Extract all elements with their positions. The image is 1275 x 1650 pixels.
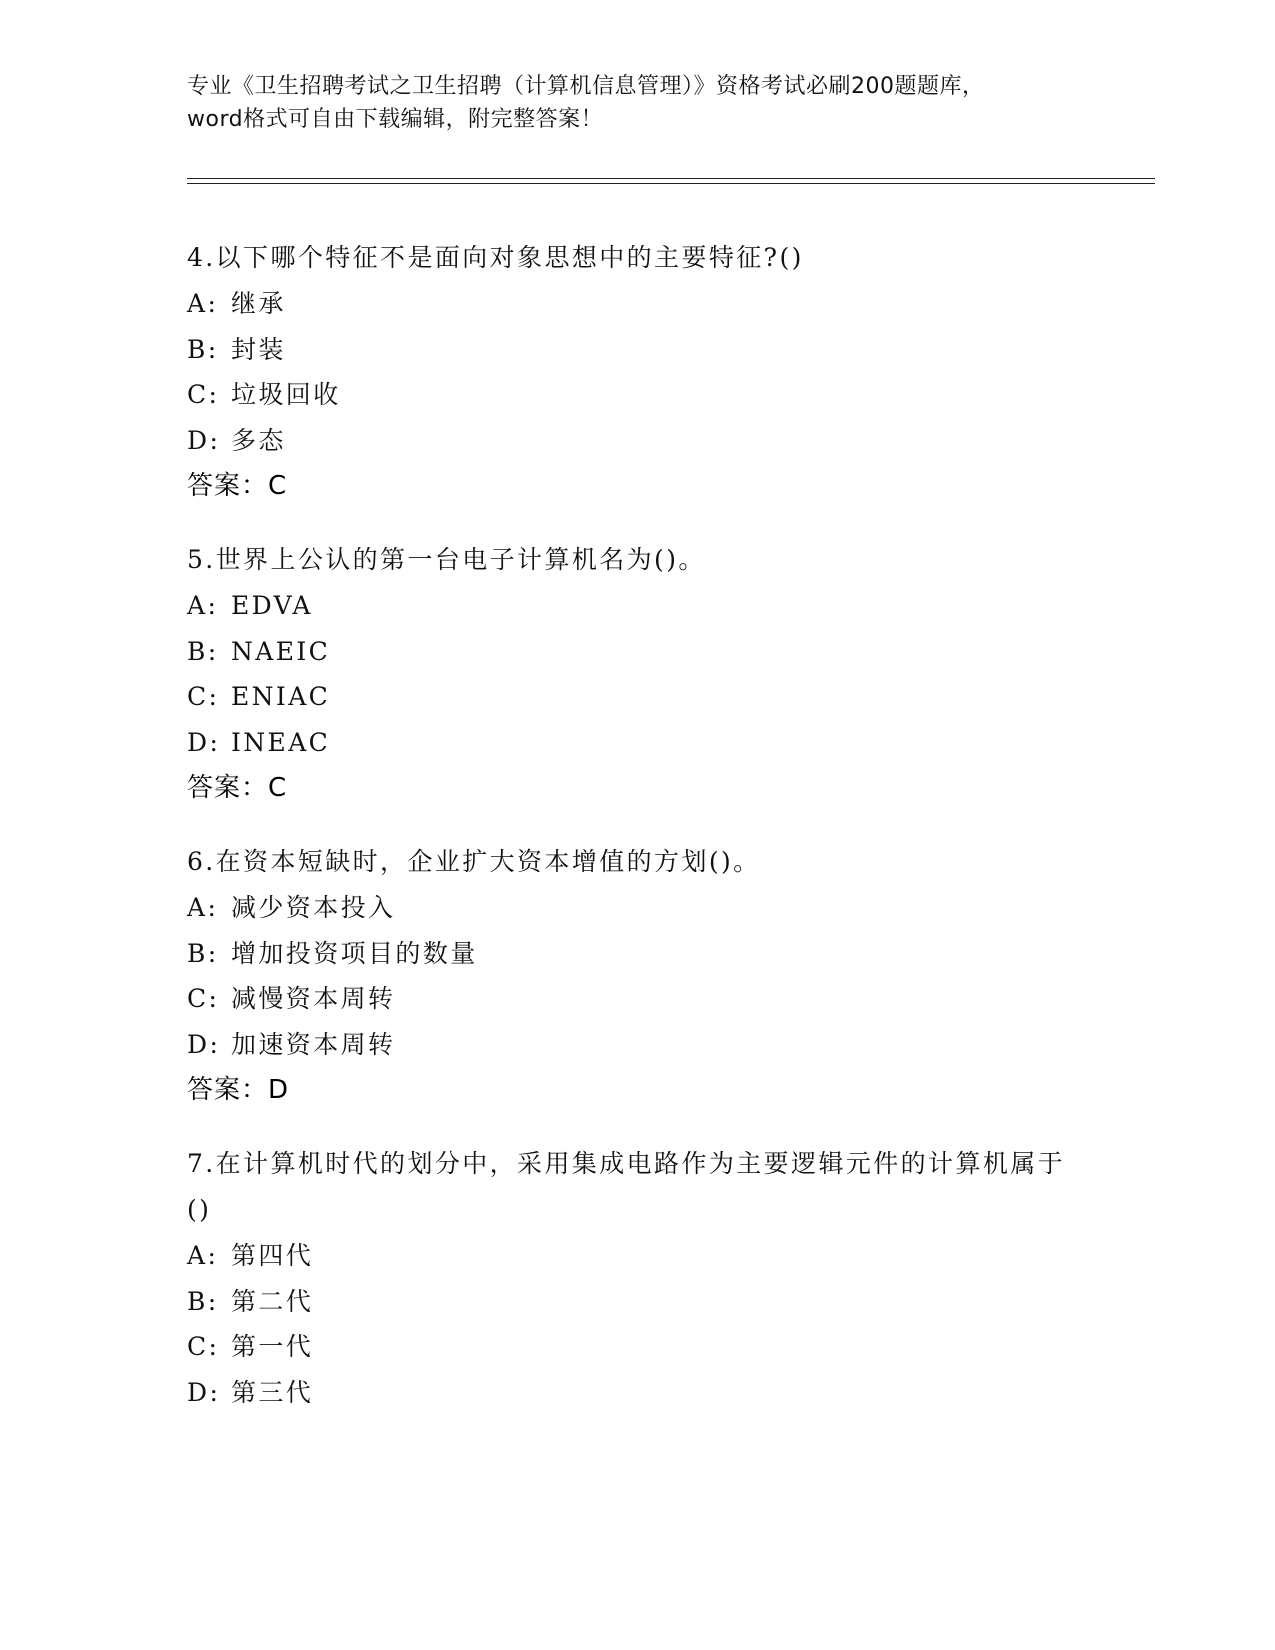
answer-value: C — [268, 471, 288, 501]
option-text: 封装 — [231, 334, 286, 364]
question-block — [187, 235, 1087, 509]
document-header — [187, 70, 1087, 136]
option-text: ENIAC — [231, 682, 331, 711]
question-number: 6. — [187, 847, 216, 876]
answer-option — [187, 418, 1087, 464]
answer-option — [187, 583, 1087, 629]
option-text: 第一代 — [231, 1332, 314, 1361]
answer-option — [187, 1279, 1087, 1325]
option-text: EDVA — [231, 591, 313, 620]
header-divider-top — [187, 178, 1155, 179]
answer-value: D — [268, 1075, 290, 1105]
answer-label: 答案： — [187, 471, 269, 501]
answer-option — [187, 1022, 1087, 1068]
option-letter: D: — [187, 1377, 221, 1407]
option-letter: C: — [187, 682, 220, 711]
option-letter: C: — [187, 1332, 220, 1361]
answer-option — [187, 1233, 1087, 1279]
answer-label: 答案： — [187, 773, 269, 803]
option-text: 第三代 — [231, 1377, 314, 1407]
option-text: 第四代 — [231, 1241, 314, 1270]
question-number: 7. — [187, 1149, 216, 1178]
option-text: 第二代 — [231, 1286, 314, 1316]
option-text: INEAC — [231, 727, 331, 757]
option-letter: D: — [187, 425, 221, 455]
answer-line — [187, 765, 1087, 811]
question-stem — [187, 235, 1087, 281]
question-block — [187, 839, 1087, 1113]
answer-option — [187, 629, 1087, 675]
option-text: NAEIC — [231, 636, 331, 666]
option-letter: B: — [187, 1286, 219, 1316]
answer-value: C — [268, 773, 288, 803]
option-letter: B: — [187, 334, 219, 364]
question-block — [187, 1141, 1087, 1415]
option-letter: D: — [187, 1029, 221, 1059]
answer-option — [187, 931, 1087, 977]
answer-line — [187, 1067, 1087, 1113]
header-divider-bottom — [187, 183, 1155, 184]
question-text: 世界上公认的第一台电子计算机名为()。 — [215, 545, 706, 574]
answer-option — [187, 674, 1087, 720]
header-line-2: word格式可自由下载编辑，附完整答案！ — [187, 107, 604, 132]
option-text: 减少资本投入 — [231, 893, 396, 922]
question-stem — [187, 1141, 1087, 1233]
option-text: 多态 — [231, 425, 286, 455]
question-text: 以下哪个特征不是面向对象思想中的主要特征?() — [215, 243, 804, 272]
option-letter: D: — [187, 727, 221, 757]
answer-option — [187, 1370, 1087, 1416]
question-number: 4. — [187, 243, 216, 272]
option-letter: A: — [187, 591, 219, 620]
answer-option — [187, 720, 1087, 766]
header-line-1: 专业《卫生招聘考试之卫生招聘（计算机信息管理）》资格考试必刷200题题库， — [187, 74, 985, 99]
option-letter: A: — [187, 893, 219, 922]
question-list — [187, 235, 1087, 1443]
question-block — [187, 537, 1087, 811]
option-letter: B: — [187, 636, 219, 666]
option-text: 增加投资项目的数量 — [231, 938, 478, 968]
option-text: 加速资本周转 — [231, 1029, 396, 1059]
answer-option — [187, 372, 1087, 418]
option-letter: B: — [187, 938, 219, 968]
question-text: 在计算机时代的划分中，采用集成电路作为主要逻辑元件的计算机属于() — [187, 1149, 1066, 1224]
option-text: 减慢资本周转 — [231, 984, 396, 1013]
option-text: 继承 — [231, 289, 286, 318]
option-letter: A: — [187, 289, 219, 318]
option-text: 垃圾回收 — [231, 380, 341, 409]
question-stem — [187, 537, 1087, 583]
answer-line — [187, 463, 1087, 509]
answer-label: 答案： — [187, 1075, 269, 1105]
answer-option — [187, 885, 1087, 931]
answer-option — [187, 327, 1087, 373]
answer-option — [187, 976, 1087, 1022]
question-stem — [187, 839, 1087, 885]
question-text: 在资本短缺时，企业扩大资本增值的方划()。 — [215, 847, 761, 876]
answer-option — [187, 281, 1087, 327]
option-letter: C: — [187, 984, 220, 1013]
option-letter: C: — [187, 380, 220, 409]
answer-option — [187, 1324, 1087, 1370]
option-letter: A: — [187, 1241, 219, 1270]
question-number: 5. — [187, 545, 216, 574]
